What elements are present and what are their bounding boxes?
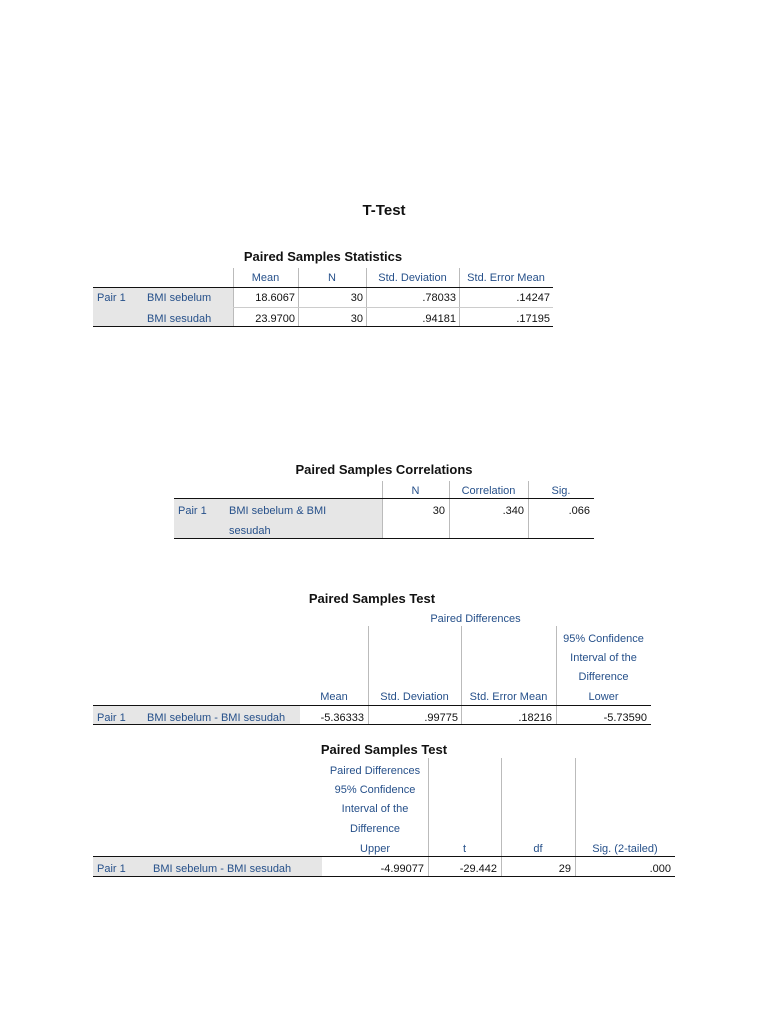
- table-rule: [174, 538, 594, 539]
- n-value: 30: [432, 505, 445, 517]
- column-divider: [501, 758, 502, 877]
- df-value: 29: [558, 863, 571, 875]
- row-label: BMI sebelum - BMI sesudah: [147, 712, 286, 724]
- ci-header-line: Difference: [578, 671, 629, 683]
- row-separator: [233, 307, 553, 308]
- upper-value: -4.99077: [380, 863, 424, 875]
- mean-value: 18.6067: [255, 292, 295, 304]
- std-deviation-value: .94181: [422, 313, 456, 325]
- group-header-line: Paired Differences: [329, 765, 421, 777]
- column-header: N: [411, 485, 420, 497]
- sig-2-tailed-value: .000: [649, 863, 671, 875]
- row-label-continued: sesudah: [229, 525, 271, 537]
- table-title: Paired Samples Test: [320, 742, 448, 757]
- std-error-mean-value: .14247: [516, 292, 550, 304]
- column-header: t: [462, 843, 467, 855]
- mean-value: -5.36333: [320, 712, 364, 724]
- column-header: N: [328, 272, 336, 284]
- row-label: BMI sebelum - BMI sesudah: [153, 863, 292, 875]
- pair-label: Pair 1: [97, 863, 126, 875]
- pair-label: Pair 1: [178, 505, 207, 517]
- column-divider: [428, 758, 429, 877]
- std-deviation-value: .78033: [422, 292, 456, 304]
- column-header: Upper: [360, 843, 390, 855]
- t-value: -29.442: [459, 863, 497, 875]
- column-divider: [575, 758, 576, 877]
- pair-label: Pair 1: [97, 292, 126, 304]
- lower-value: -5.73590: [603, 712, 647, 724]
- table-title: Paired Samples Correlations: [295, 462, 473, 477]
- column-header: Mean: [251, 272, 280, 284]
- std-error-mean-value: .18216: [518, 712, 552, 724]
- mean-value: 23.9700: [255, 313, 295, 325]
- column-header: df: [533, 843, 543, 855]
- std-error-mean-value: .17195: [516, 313, 550, 325]
- row-label: BMI sebelum & BMI: [229, 505, 327, 517]
- table-rule: [93, 724, 651, 725]
- n-value: 30: [350, 313, 363, 325]
- row-label: BMI sesudah: [147, 313, 212, 325]
- column-header: Std. Error Mean: [469, 691, 548, 703]
- ci-header-line: Interval of the: [570, 652, 637, 664]
- table-rule: [93, 876, 675, 877]
- column-header: Std. Deviation: [378, 272, 447, 284]
- group-header-line: Difference: [350, 823, 400, 835]
- column-header: Std. Deviation: [380, 691, 449, 703]
- page-title: T-Test: [362, 202, 406, 219]
- group-header: Paired Differences: [430, 613, 521, 625]
- group-header-line: Interval of the: [341, 803, 409, 815]
- correlation-value: .340: [502, 505, 524, 517]
- column-header: Sig.: [551, 485, 571, 497]
- column-header: Lower: [588, 691, 619, 703]
- row-label: BMI sebelum: [147, 292, 212, 304]
- table-rule: [93, 326, 553, 327]
- column-header: Sig. (2-tailed): [592, 843, 658, 855]
- ci-header-line: 95% Confidence: [563, 633, 644, 645]
- column-header: Std. Error Mean: [467, 272, 545, 284]
- group-header-line: 95% Confidence: [334, 784, 416, 796]
- sig-value: .066: [568, 505, 590, 517]
- n-value: 30: [350, 292, 363, 304]
- table-title: Paired Samples Statistics: [243, 249, 403, 264]
- column-divider: [368, 626, 369, 725]
- pair-label: Pair 1: [97, 712, 126, 724]
- column-divider: [461, 626, 462, 725]
- std-deviation-value: .99775: [424, 712, 458, 724]
- table-title: Paired Samples Test: [308, 591, 436, 606]
- column-header: Correlation: [461, 485, 516, 497]
- column-header: Mean: [320, 691, 348, 703]
